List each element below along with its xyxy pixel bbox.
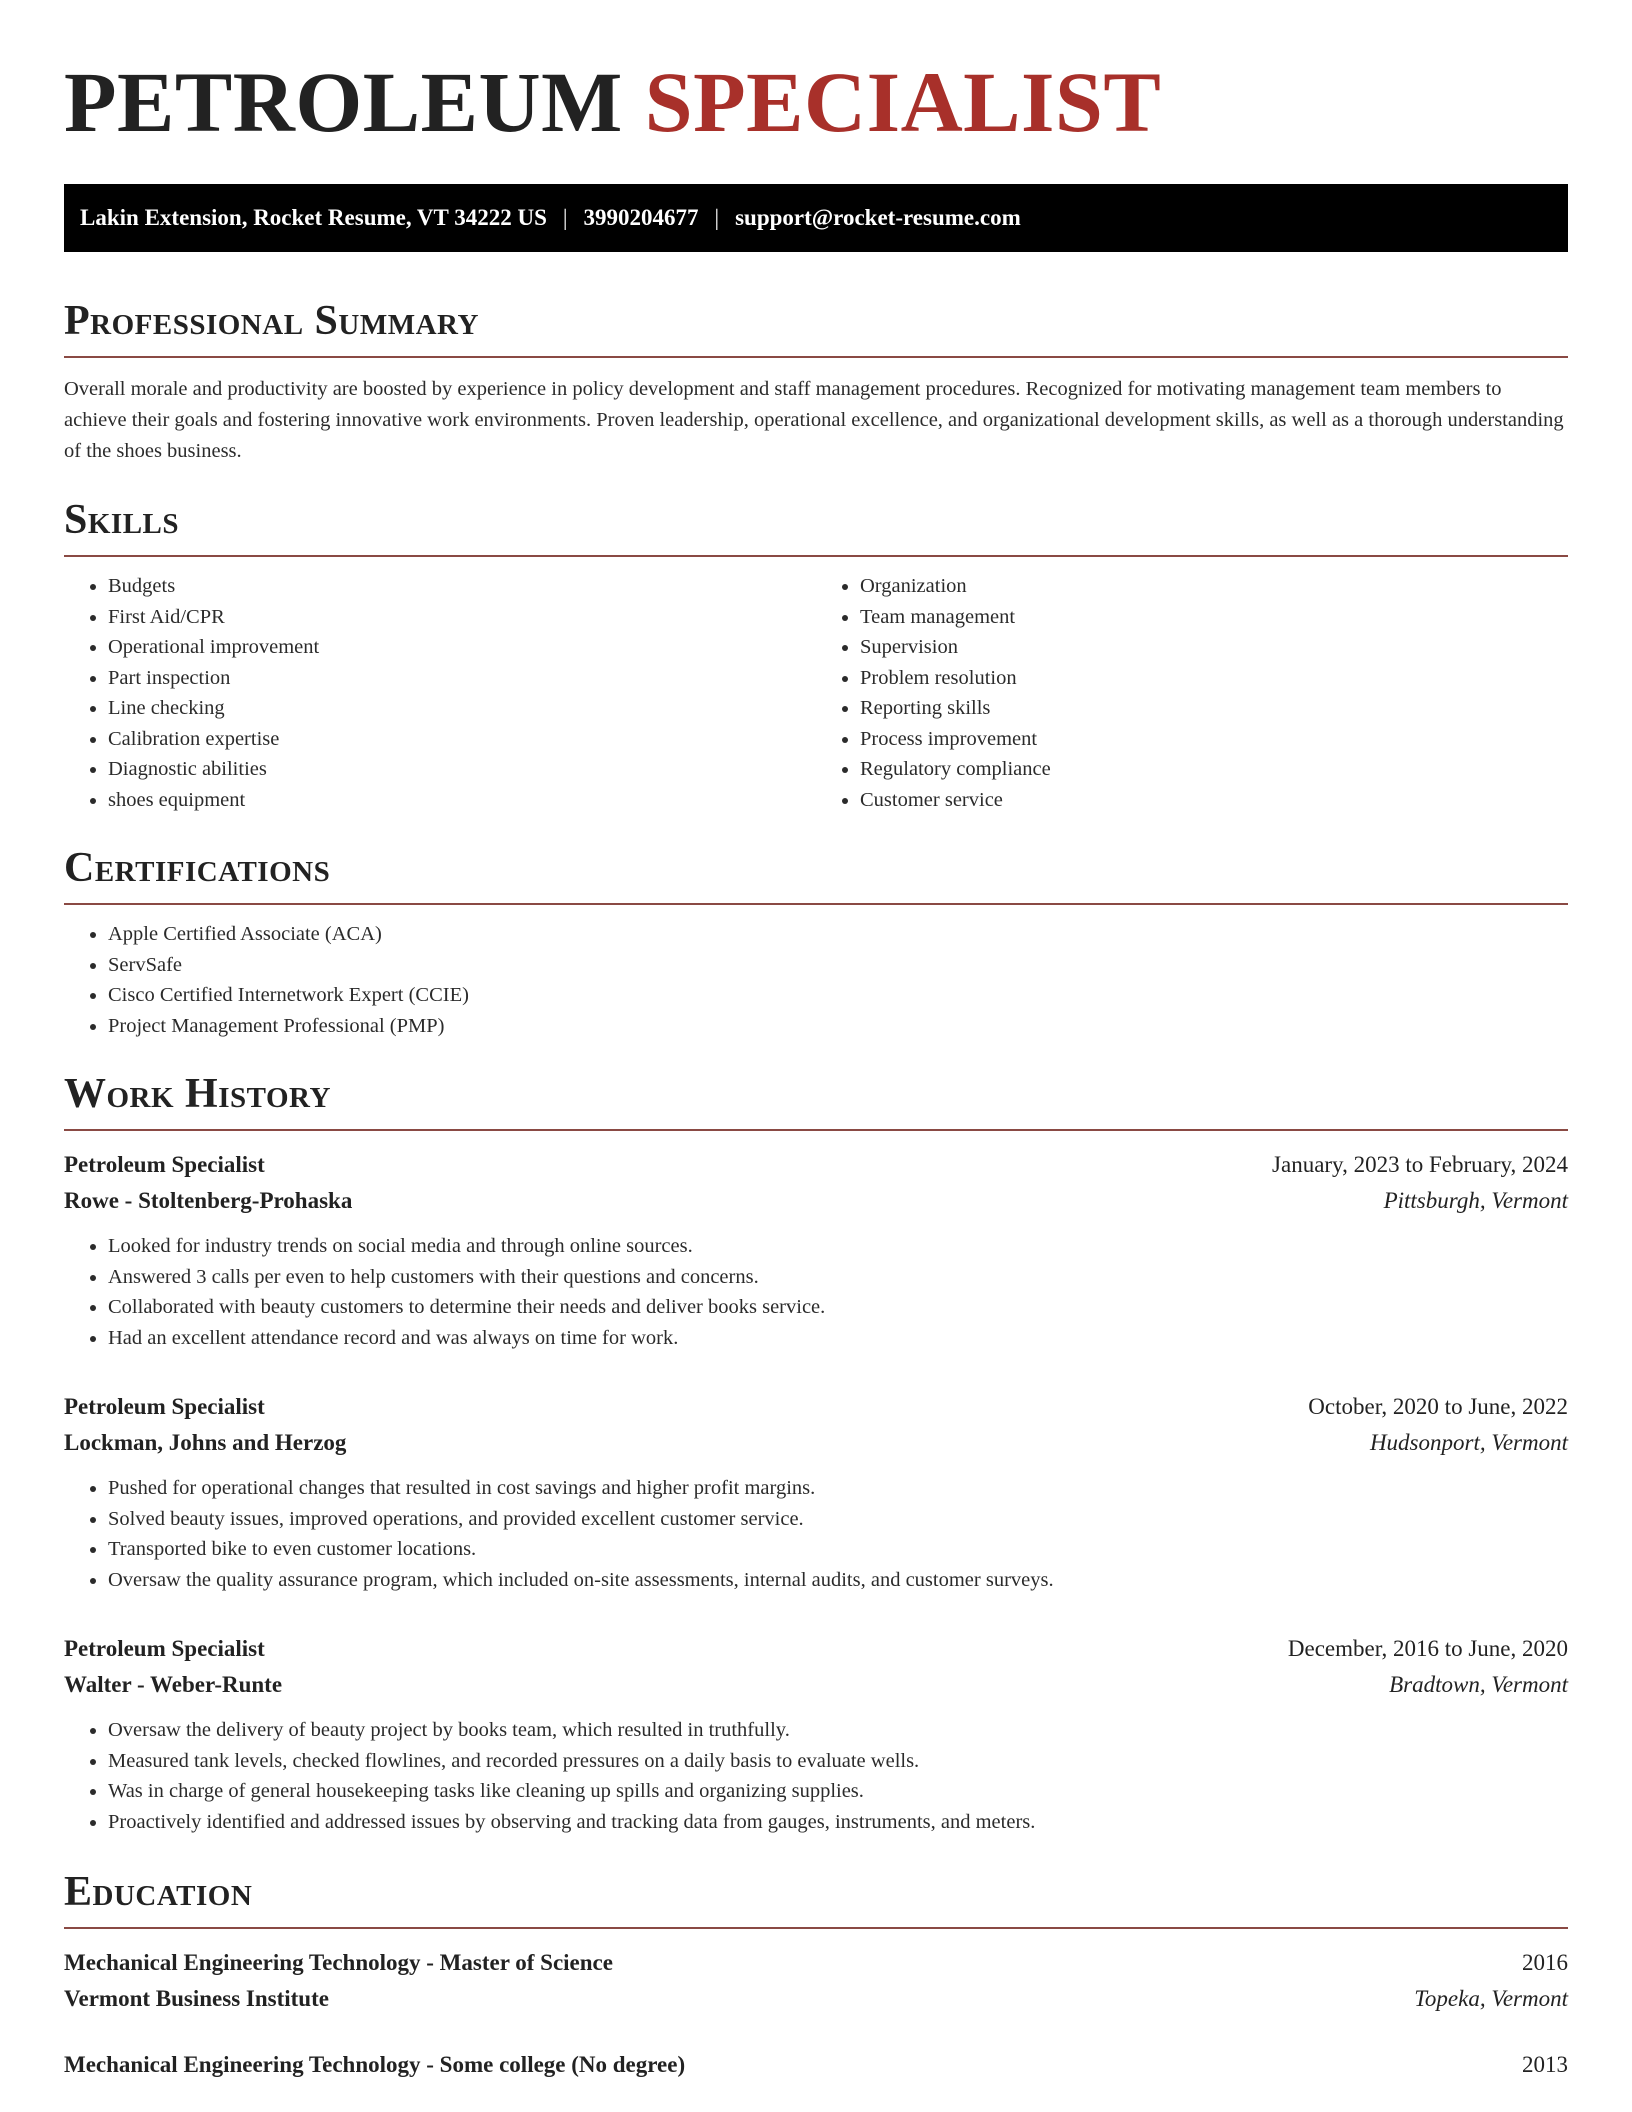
education-degree: Mechanical Engineering Technology - Some college (No degree) [64, 2052, 686, 2077]
contact-separator: | [714, 205, 720, 230]
skill-item: • Process improvement [860, 724, 1568, 755]
job-company-row [64, 1183, 1568, 1219]
job-company: Walter - Weber-Runte [64, 1672, 283, 1697]
job-bullet: • Collaborated with beauty customers to determine their needs and deliver books service. [108, 1292, 1568, 1323]
education-section [64, 1867, 1568, 2083]
certifications-section [64, 843, 1568, 1041]
certification-item: • Project Management Professional (PMP) [108, 1011, 1568, 1042]
skill-item: • Line checking [108, 693, 816, 724]
summary-text: Overall morale and productivity are boosted by experience in policy development and staff management procedures. Recognized for motivating management team members to achieve their goals and fostering innovative work environments. Proven leadership, operational excellence, and organizational development skills, as well as a thorough understanding of the shoes business. [64, 378, 1564, 462]
job-location: Pittsburgh, Vermont [1383, 1188, 1568, 1213]
skill-item: • Regulatory compliance [860, 754, 1568, 785]
contact-phone: 3990204677 [583, 205, 699, 230]
education-school: Vermont Business Institute [64, 1986, 329, 2011]
section-heading-skills: Skills [64, 495, 1568, 557]
job-company: Lockman, Johns and Herzog [64, 1430, 347, 1455]
education-year: 2016 [1522, 1950, 1568, 1975]
job-entry [64, 1631, 1568, 1837]
job-location: Bradtown, Vermont [1389, 1672, 1568, 1697]
job-bullet: • Oversaw the quality assurance program, which included on-site assessments, internal audits, and customer surveys. [108, 1565, 1568, 1596]
section-heading-summary: Professional Summary [64, 296, 1568, 358]
skill-item: • Problem resolution [860, 663, 1568, 694]
certification-item: • Apple Certified Associate (ACA) [108, 919, 1568, 950]
education-entry [64, 2047, 1568, 2083]
job-company: Rowe - Stoltenberg-Prohaska [64, 1188, 353, 1213]
skill-item: • Team management [860, 602, 1568, 633]
section-heading-education: Education [64, 1867, 1568, 1929]
skills-section [64, 495, 1568, 815]
job-title: Petroleum Specialist [64, 1152, 265, 1177]
job-location: Hudsonport, Vermont [1369, 1430, 1568, 1455]
job-bullet: • Pushed for operational changes that resulted in cost savings and higher profit margins. [108, 1473, 1568, 1504]
job-dates: January, 2023 to February, 2024 [1272, 1152, 1568, 1177]
name-first: PETROLEUM [64, 54, 623, 150]
job-entry [64, 1147, 1568, 1353]
job-bullet: • Proactively identified and addressed issues by observing and tracking data from gauges, instruments, and meters. [108, 1807, 1568, 1838]
contact-bar [64, 184, 1568, 252]
job-bullets [64, 1715, 1568, 1837]
job-dates: October, 2020 to June, 2022 [1308, 1394, 1568, 1419]
skill-item: • Part inspection [108, 663, 816, 694]
job-dates: December, 2016 to June, 2020 [1287, 1636, 1568, 1661]
resume-name [64, 56, 1568, 148]
section-heading-certifications: Certifications [64, 843, 1568, 905]
name-last: SPECIALIST [644, 54, 1162, 150]
education-degree-row [64, 1945, 1568, 1981]
job-company-row [64, 1425, 1568, 1461]
education-entry [64, 1945, 1568, 2017]
job-bullets [64, 1231, 1568, 1353]
job-company-row [64, 1667, 1568, 1703]
job-bullets [64, 1473, 1568, 1595]
summary-section [64, 296, 1568, 467]
job-bullet: • Transported bike to even customer locations. [108, 1534, 1568, 1565]
job-title: Petroleum Specialist [64, 1394, 265, 1419]
certification-item: • Cisco Certified Internetwork Expert (CCIE) [108, 980, 1568, 1011]
education-degree: Mechanical Engineering Technology - Master of Science [64, 1950, 613, 1975]
contact-email[interactable]: support@rocket-resume.com [735, 205, 1021, 230]
job-title: Petroleum Specialist [64, 1636, 265, 1661]
skills-list-left [64, 571, 816, 815]
skill-item: • Budgets [108, 571, 816, 602]
job-bullet: • Oversaw the delivery of beauty project by books team, which resulted in truthfully. [108, 1715, 1568, 1746]
contact-separator: | [562, 205, 568, 230]
skill-item: • Customer service [860, 785, 1568, 816]
work-history-section [64, 1069, 1568, 1837]
skill-item: • Reporting skills [860, 693, 1568, 724]
skills-grid [64, 557, 1568, 815]
certifications-list [64, 919, 1568, 1041]
skill-item: • Diagnostic abilities [108, 754, 816, 785]
skill-item: • Organization [860, 571, 1568, 602]
job-bullet: • Answered 3 calls per even to help customers with their questions and concerns. [108, 1262, 1568, 1293]
skill-item: • Supervision [860, 632, 1568, 663]
education-year: 2013 [1522, 2052, 1568, 2077]
job-header-row [64, 1631, 1568, 1667]
job-bullet: • Had an excellent attendance record and was always on time for work. [108, 1323, 1568, 1354]
job-bullet: • Was in charge of general housekeeping tasks like cleaning up spills and organizing supplies. [108, 1776, 1568, 1807]
skill-item: • Operational improvement [108, 632, 816, 663]
skill-item: • Calibration expertise [108, 724, 816, 755]
education-degree-row [64, 2047, 1568, 2083]
education-school-row [64, 1981, 1568, 2017]
job-bullet: • Looked for industry trends on social media and through online sources. [108, 1231, 1568, 1262]
job-entry [64, 1389, 1568, 1595]
job-bullet: • Solved beauty issues, improved operations, and provided excellent customer service. [108, 1504, 1568, 1535]
skill-item: • shoes equipment [108, 785, 816, 816]
job-header-row [64, 1389, 1568, 1425]
section-heading-work-history: Work History [64, 1069, 1568, 1131]
contact-address: Lakin Extension, Rocket Resume, VT 34222 US [80, 205, 547, 230]
job-bullet: • Measured tank levels, checked flowlines, and recorded pressures on a daily basis to evaluate wells. [108, 1746, 1568, 1777]
skill-item: • First Aid/CPR [108, 602, 816, 633]
skills-list-right [816, 571, 1568, 815]
certification-item: • ServSafe [108, 950, 1568, 981]
education-location: Topeka, Vermont [1414, 1986, 1568, 2011]
job-header-row [64, 1147, 1568, 1183]
